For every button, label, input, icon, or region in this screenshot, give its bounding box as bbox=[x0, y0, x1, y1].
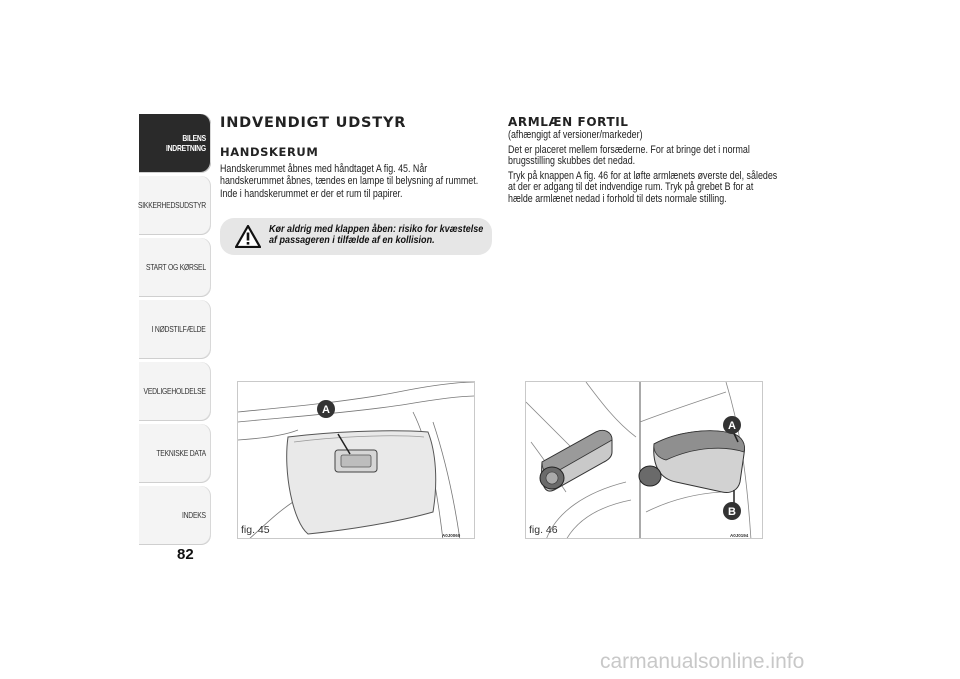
armrest-illustration bbox=[526, 382, 763, 539]
figure-code: A0J0194 bbox=[730, 533, 749, 538]
tab-label: I NØDSTILFÆLDE bbox=[151, 324, 206, 334]
tab-label: TEKNISKE DATA bbox=[156, 448, 206, 458]
subsection-title: HANDSKERUM bbox=[220, 145, 319, 159]
tab-start-og-korsel[interactable] bbox=[139, 238, 211, 296]
tab-sikkerhedsudstyr[interactable] bbox=[139, 176, 211, 234]
tab-label: SIKKERHEDSUDSTYR bbox=[138, 200, 206, 210]
tab-label: VEDLIGEHOLDELSE bbox=[143, 386, 206, 396]
tab-vedligeholdelse[interactable] bbox=[139, 362, 211, 420]
section-title: ARMLÆN FORTIL bbox=[508, 115, 629, 129]
tab-label: INDEKS bbox=[182, 510, 206, 520]
tab-bilens-indretning[interactable] bbox=[139, 114, 211, 172]
figure-caption: fig. 45 bbox=[241, 524, 270, 536]
callout-b: B bbox=[728, 506, 736, 518]
warning-triangle-icon bbox=[235, 225, 261, 248]
glovebox-illustration bbox=[238, 382, 475, 539]
paragraph: Det er placeret mellem forsæderne. For at bringe det i normal brugsstilling skubbes det nedad. bbox=[508, 143, 750, 167]
left-column bbox=[220, 115, 542, 201]
version-note: (afhængigt af versioner/markeder) bbox=[508, 129, 643, 141]
figure-caption: fig. 46 bbox=[529, 524, 558, 536]
paragraph: Inde i handskerummet er der et rum til papirer. bbox=[220, 188, 403, 200]
paragraph: Tryk på knappen A fig. 46 for at løfte armlænets øverste del, således at der er adgang til det indvendige rum. Tryk på grebet B for at hælde armlænet nedad i forhold til dets normale stilling. bbox=[508, 169, 778, 205]
figure-code: A0J0060 bbox=[442, 533, 461, 538]
callout-a: A bbox=[728, 420, 736, 432]
watermark-footer[interactable]: carmanualsonline.info bbox=[600, 650, 805, 673]
tab-label: START OG KØRSEL bbox=[146, 262, 206, 272]
callout-a: A bbox=[322, 404, 330, 416]
tab-label: BILENS bbox=[182, 133, 206, 143]
figure-46 bbox=[525, 381, 763, 539]
tab-indeks[interactable] bbox=[139, 486, 211, 544]
section-title: INDVENDIGT UDSTYR bbox=[220, 115, 407, 131]
warning-box bbox=[220, 218, 492, 255]
tab-label-2: INDRETNING bbox=[166, 143, 206, 153]
paragraph: Handskerummet åbnes med håndtaget A fig. 45. Når handskerummet åbnes, tændes en lampe til belysning af rummet. bbox=[220, 163, 479, 187]
page-number: 82 bbox=[177, 546, 194, 563]
tab-tekniske-data[interactable] bbox=[139, 424, 211, 482]
figure-45 bbox=[237, 381, 475, 539]
tab-i-nodstilfaelde[interactable] bbox=[139, 300, 211, 358]
warning-text: Kør aldrig med klappen åben: risiko for kvæstelse af passageren i tilfælde af en kollision. bbox=[269, 223, 484, 246]
right-column bbox=[508, 115, 830, 205]
